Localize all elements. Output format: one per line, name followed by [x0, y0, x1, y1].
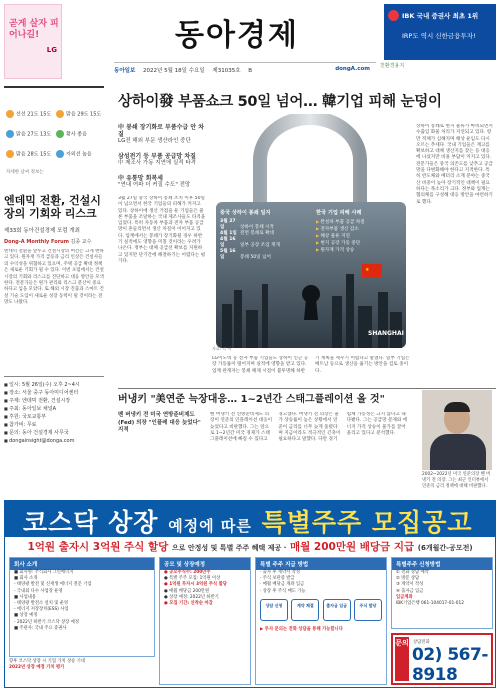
offering-title: 공모 및 상장예정 [160, 558, 250, 570]
ad-subheadline: 1억원 출자시 3억원 주식 할당 으로 안정성 및 특별 주주 혜택 제공 · 매월 200만원 배당금 지급 (6개월간-공모전) [27, 541, 473, 553]
lead-headline[interactable]: 상하이發 부품쇼크 50일 넘어… 韓기업 피해 눈덩이 [118, 94, 442, 110]
weather-cell: 맑음 29도 15도 [56, 110, 102, 118]
ad-line: ① 전화 상담 예약 [396, 570, 429, 575]
timeline-row: 4월 1일 전면 봉쇄로 확대 [220, 231, 274, 236]
edition-date: 2022년 5월 18일 수요일 [143, 68, 205, 74]
city-label: SHANGHAI [368, 330, 404, 337]
weather-cell: 맑음 27도 13도 [6, 130, 52, 138]
story2-subhead: 벤 버냉키 전 미국 연방준비제도(Fed) 의장 "인플레 대응 늦었다" 지적 [118, 412, 201, 433]
payment-method-box [255, 557, 387, 685]
lead-body-bottom: LG이노텍 등 전자 부품 기업들도 상하이 인근 공장 가동률이 떨어지며 실적에 영향을 받고 있다. 업계 관계자는 봉쇄 해제 시점이 불투명해 하반기 계획을 세우기 어렵다고 말했다. 일부 기업은 베트남 등으로 생산을 옮기는 방안을 검토 중이다. [212, 356, 410, 374]
ad-line: ● 1억원 투자시 3억원 주식 할당 [164, 582, 227, 588]
list-item: ■ 후원: 국토교통부 [4, 413, 104, 421]
summary-item: 中 봉쇄 장기화로 부품수급 안 차질 LG전 해외 부문 생산라인 중단 [118, 124, 204, 144]
list-item[interactable]: ■ dongainsight@donga.com [4, 437, 104, 445]
sun-icon [6, 110, 14, 118]
section-divider [118, 388, 496, 389]
lg-advertisement[interactable] [4, 4, 62, 79]
account-label: 입금계좌 [396, 594, 413, 600]
damage-row: ▶ 전자부품 생산 감소 [316, 226, 404, 233]
list-item: ■ 일시: 5월 26일(수) 오후 2~4시 [4, 381, 104, 389]
lg-ad-slogan: 곧게 살자 피어나길! [9, 19, 59, 40]
padlock-infographic [212, 114, 410, 354]
list-item: ■ 주최: 동아일보 채널A [4, 405, 104, 413]
ad-line: ■ 회사 소개 [14, 576, 38, 582]
lead-summary [118, 124, 208, 197]
summary-item: 삼성전기 등 부품 공급망 차질 中 제조사 가동 지연에 실적 타격 [118, 153, 196, 166]
list-item: ■ 문의: 동아 건설경제 사무국 [4, 429, 104, 437]
weather-cell: 맑음 28도 15도 [6, 150, 52, 158]
graphic-source: 자료: 각 사 [212, 346, 232, 351]
lg-logo: LG [46, 46, 57, 54]
timeline-row: 4월 16일 일부 공장 조업 재개 [220, 237, 280, 248]
edition-brand: 동아일보 [114, 68, 136, 74]
process-flow [256, 595, 386, 621]
ad-line: - 2022년 하반기 코스닥 상장 예정 [14, 619, 79, 625]
essay-series: 제33회 동아건설경제 포럼 개최 [4, 228, 81, 234]
ad-line: · 상장 후 주식 매도 가능 [260, 588, 306, 594]
damage-row: ▶ 완성차 부품 공급 차질 [316, 219, 404, 226]
ad-line: · 주식 보관증 발급 [260, 576, 295, 582]
list-item: ■ 참가비: 무료 [4, 421, 104, 429]
ibk-badge-icon [388, 10, 399, 21]
sun-icon [56, 110, 64, 118]
list-item: ■ 장소: 서울 중구 동아미디어센터 [4, 389, 104, 397]
site-url[interactable]: dongA.com [335, 66, 370, 72]
lockdown-timeline [220, 210, 308, 261]
list-item: ■ 주제: 엔데믹 전환, 건설시장 [4, 397, 104, 405]
payment-note: ▶ 투자 문의는 전화 상담을 통해 가능합니다 [260, 626, 343, 632]
edition-number: 제31035호 [212, 68, 241, 74]
ad-line: ④ 출자금 입금 [396, 588, 424, 594]
svg-text:★: ★ [365, 267, 370, 273]
weather-cell: 황사 좋음 [56, 130, 102, 138]
story2-body: 벤 버냉키 전 연방준비제도 의장이 연준의 인플레이션 대응이 늦었다고 비판했다. 그는 앞으로 1~2년간 미국 경제가 스태그플레이션에 빠질 수 있다고 경고했다. 버냉키 전 의장은 물가 상승률이 높은 상황에서 연준이 금리를 너무 늦게 올렸다며 지금이라도 적극적인 긴축이 필요하다고 말했다. 다만 경기 침체 가능성은 크지 않다고 내다봤다. 그는 공급망 문제와 에너지 가격 상승이 물가를 끌어올리고 있다고 분석했다. [210, 412, 408, 443]
weather-box [4, 86, 104, 178]
company-info-box [9, 557, 155, 657]
forum-info-list [4, 376, 104, 494]
company-info-title: 회사 소개 [10, 558, 154, 570]
flow-step: 출자금 입금 [323, 599, 351, 621]
ibk-ad-line2: IRP도 역시 신한금융투자! [402, 32, 476, 40]
ad-line: ■ 상장 예정 [14, 613, 38, 619]
lead-body-right: 상하이 봉쇄로 현지 물류가 마비되면서 수출입 화물 처리가 지연되고 있다. 항만 적체가 심해지며 해상 운임도 다시 오르는 추세다. 국내 기업들은 재고를 확보하고 대체 생산지를 찾는 등 대응에 나섰지만 비용 부담이 커지고 있다. 전문가들은 중국 의존도를 낮추고 공급망을 다변화해야 한다고 지적한다. 특히 반도체와 배터리 소재 분야는 중국산 비중이 높아 장기적인 대책이 필요하다는 목소리가 크다. 정부와 업계는 협의체를 구성해 대응 방안을 마련하기로 했다. [416, 124, 493, 205]
ad-banner [5, 501, 495, 537]
essay-author-org: Dong-A Monthly Forum [4, 239, 69, 245]
weather-cell: 자외선 높음 [56, 150, 102, 158]
offering-box [159, 557, 251, 685]
ad-line: ■ 주관사: 국내 주요 증권사 [14, 625, 67, 631]
damage-cases [316, 210, 404, 254]
ad-line: - 태양광 발전 및 신재생 에너지 전문 기업 [14, 582, 92, 588]
edition-bar [114, 62, 376, 76]
ad-line: ■ 회사명: 주식회사 그린에너지 [14, 570, 74, 575]
summary-item: 中 유통망 회복세 "연내 여파 더 커질 수도" 전망 [118, 175, 191, 188]
contact-caption: 상담전화 [413, 640, 430, 645]
dust-icon [56, 130, 64, 138]
flow-step: 계약 체결 [291, 599, 319, 621]
weather-footer: 자세한 날씨 정보는 [6, 170, 44, 175]
ad-line: ② 방문 상담 [396, 576, 420, 582]
ibk-advertisement[interactable] [384, 4, 496, 60]
ad-headline: 코스닥 상장 예정에 따른 특별주주 모집공고 [23, 508, 473, 537]
payment-method-title: 특별 주주 지급 방법 [256, 558, 386, 570]
ad-line: ● 모집 기간: 선착순 마감 [164, 601, 213, 607]
ad-line: - 에너지 저장장치(ESS) 사업 [14, 607, 69, 613]
ad-footnote: 향후 코스닥 상장 시 기업 가치 상승 기대 2022년 상장 예정 가치 평가 [9, 659, 85, 671]
ad-line: - 태양광 발전소 설치 및 운영 [14, 601, 69, 607]
photo-caption: 2002~2022년 미국 연준의장 벤 버냉키 전 의장. 그는 최근 인터뷰에서 연준의 금리 정책에 대해 비판했다. [422, 472, 491, 489]
cloud-icon [6, 130, 14, 138]
weather-cell: 선선 21도 15도 [6, 110, 52, 118]
ad-line: · 매월 배당금 계좌 입금 [260, 582, 305, 588]
essay-article [4, 194, 104, 359]
sun-icon [6, 150, 14, 158]
edition-page: B [248, 68, 253, 74]
essay-title[interactable]: 엔데믹 전환, 건설시장의 기회와 리스크 [4, 194, 101, 220]
timeline-title: 중국 상하이 봉쇄 일지 [220, 210, 271, 216]
lead-body-left: 3월 27일 중국 상하이 봉쇄 조치 이후 50일이 넘으면서 한국 기업들의 피해가 커지고 있다. 상하이에 생산 거점을 둔 기업들은 물론 부품을 조달하는 국내 제조사들도 타격을 입었다. 특히 자동차 부품과 전자 부품 공급망이 흔들리면서 생산 차질이 이어지고 있다. 업계에서는 봉쇄가 장기화될 경우 하반기 실적에도 영향을 미칠 것이라는 우려가 나온다. 정부는 대체 공급선 확보를 지원하고 있지만 단기간에 해결하기는 어렵다는 평가다. [118, 196, 206, 264]
ad-line: ③ 계약서 작성 [396, 582, 424, 588]
flow-step: 주식 할당 [354, 599, 382, 621]
damage-cases-title: 한국 기업 피해 사례 [316, 210, 362, 216]
ad-line: ● 특별 주주 모집: 1억원 이상 [164, 576, 221, 582]
left-column [4, 86, 104, 494]
essay-body: 엔데믹 전환을 앞두고 건설시장의 여건은 크게 변하고 있다. 원자재 가격 급등과 금리 인상은 건설사들의 수익성을 위협하고 있으며, 주택 공급 확대 정책은 새로운 기회가 될 수 있다. 이번 포럼에서는 건설시장의 기회와 리스크를 진단하고 대응 방안을 모색한다. 전문가들은 원가 관리와 리스크 분산이 중요하다고 입을 모았다. 또 해외 시장 진출과 스마트 건설 기술 도입이 새로운 성장 동력이 될 것이라는 전망도 나왔다. [4, 249, 104, 306]
application-box [391, 557, 493, 629]
ad-line: ● 매월 배당금 200만원 [164, 588, 210, 594]
ad-line: ● 공모주식수: 200만주 [164, 570, 211, 575]
story2-headline[interactable]: 버냉키 "美연준 늑장대응… 1~2년간 스태그플레이션 올 것" [118, 394, 385, 405]
timeline-row: 3월 27일 상하이 봉쇄 시작 [220, 219, 274, 230]
phone-number[interactable]: 02) 567-8918 [412, 645, 488, 685]
eco-paper-note: 친환경용지 [380, 63, 405, 69]
ad-line: ■ 사업내용 [14, 594, 37, 600]
uv-icon [56, 150, 64, 158]
ibk-ad-line1: IBK 국내 증권사 최초 1위 [402, 12, 479, 20]
essay-byline [4, 238, 104, 245]
bernanke-photo [422, 390, 492, 470]
newspaper-title: 동아경제 [175, 18, 299, 53]
application-title: 특별주주 신청방법 [392, 558, 492, 570]
ad-line: · 출자 후 계약서 작성 [260, 570, 301, 575]
timeline-row: 5월 16일 봉쇄 50일 넘어 [220, 249, 271, 260]
contact-box[interactable] [391, 633, 493, 685]
masthead [0, 0, 500, 80]
essay-author-name: 김종 교수 [70, 239, 92, 245]
kosdaq-advertisement[interactable] [4, 500, 496, 688]
bernanke-article [118, 390, 496, 494]
ad-line: ● 상장 예정: 2022년 하반기 [164, 594, 219, 600]
account-number: IBK기업은행 061-104017-01-012 [396, 601, 464, 607]
ad-line: - 국내외 다수 사업장 운영 [14, 588, 63, 594]
flow-step: 상담 신청 [260, 599, 288, 621]
damage-row: ▶ 원자재 가격 상승 [316, 247, 404, 254]
contact-label: 문의 [395, 637, 409, 681]
damage-row: ▶ 해상 물류 지연 [316, 233, 404, 240]
damage-row: ▶ 현지 공장 가동 중단 [316, 240, 404, 247]
